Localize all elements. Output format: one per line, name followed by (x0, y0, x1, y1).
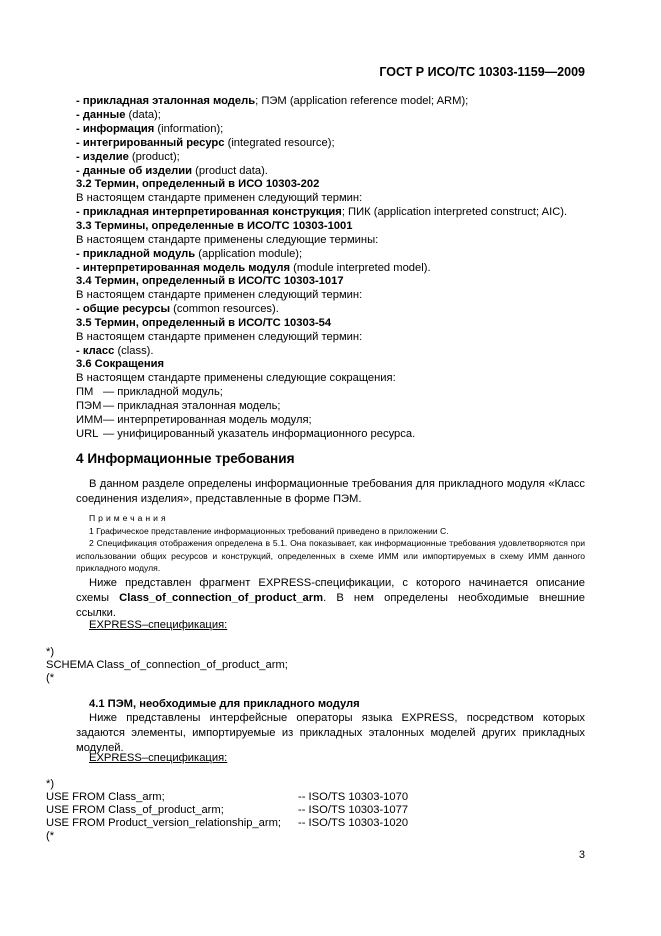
notes-title: Примечания (89, 513, 169, 523)
section-3-2-title: 3.2 Термин, определенный в ИСО 10303-202 (76, 178, 320, 190)
list-item: - интегрированный ресурс (integrated resource); (76, 137, 335, 149)
list-item: - прикладной модуль (application module); (76, 248, 303, 260)
express-code-line: *) (46, 778, 55, 790)
section-3-5-intro: В настоящем стандарте применен следующий термин: (76, 331, 363, 343)
section-3-4-title: 3.4 Термин, определенный в ИСО/ТС 10303-1017 (76, 275, 344, 287)
section-3-3-intro: В настоящем стандарте применены следующие термины: (76, 234, 379, 246)
list-item: - интерпретированная модель модуля (module interpreted model). (76, 262, 431, 274)
section-4-title: 4 Информационные требования (76, 451, 295, 466)
list-item: - прикладная эталонная модель; ПЭМ (application reference model; ARM); (76, 95, 469, 107)
notes-block (76, 512, 585, 575)
abbreviation-row: ПЭМ — прикладная эталонная модель; (76, 400, 281, 412)
express-use-line: USE FROM Class_arm; -- ISO/TS 10303-1070 (46, 791, 409, 803)
list-item: - класс (class). (76, 345, 154, 357)
list-item: - прикладная интерпретированная конструкция; ПИК (application interpreted construct; AIC). (76, 206, 568, 218)
express-code-line: *) (46, 646, 55, 658)
express-spec-label: EXPRESS–спецификация: (89, 752, 228, 764)
section-3-3-title: 3.3 Термины, определенные в ИСО/ТС 10303-1001 (76, 220, 353, 232)
express-code-line: SCHEMA Class_of_connection_of_product_arm; (46, 659, 288, 671)
express-spec-label: EXPRESS–спецификация: (89, 619, 228, 631)
section-3-6-title: 3.6 Сокращения (76, 358, 165, 370)
note-2: 2 Спецификация отображения определена в 5.1. Она показывает, как информационные требования удовлетворяются при использовании общих ресурсов и конструкций, определенных в схеме ИММ или импортируемых в схему ИММ данного прикладного модуля. (76, 538, 585, 573)
abbreviation-row: ПМ — прикладной модуль; (76, 386, 223, 398)
section-3-2-intro: В настоящем стандарте применен следующий термин: (76, 192, 363, 204)
express-code-line: (* (46, 672, 55, 684)
section-3-4-intro: В настоящем стандарте применен следующий термин: (76, 289, 363, 301)
list-item: - общие ресурсы (common resources). (76, 303, 279, 315)
list-item: - данные (data); (76, 109, 161, 121)
list-item: - изделие (product); (76, 151, 180, 163)
list-item: - информация (information); (76, 123, 224, 135)
express-use-line: USE FROM Product_version_relationship_arm; -- ISO/TS 10303-1020 (46, 817, 409, 829)
section-4-1-paragraph: Ниже представлены интерфейсные операторы языка EXPRESS, посредством которых задаются элементы, импортируемые из прикладных эталонных моделей других прикладных модулей. (76, 712, 585, 754)
page-number: 3 (578, 849, 585, 861)
document-id-header: ГОСТ Р ИСО/ТС 10303-1159—2009 (379, 65, 585, 79)
section-3-5-title: 3.5 Термин, определенный в ИСО/ТС 10303-54 (76, 317, 332, 329)
section-4-paragraph: В данном разделе определены информационные требования для прикладного модуля «Класс соединения изделия», представленные в форме ПЭМ. (76, 478, 585, 505)
list-item: - данные об изделии (product data). (76, 165, 268, 177)
abbreviation-row: URL — унифицированный указатель информационного ресурса. (76, 428, 416, 440)
express-intro-paragraph: Ниже представлен фрагмент EXPRESS-спецификации, с которого начинается описание схемы Class_of_connection_of_product_arm. В нем определены необходимые внешние ссылки. (76, 577, 585, 619)
express-code-line: (* (46, 830, 55, 842)
abbreviation-row: ИММ— интерпретированная модель модуля; (76, 414, 312, 426)
express-use-line: USE FROM Class_of_product_arm; -- ISO/TS 10303-1077 (46, 804, 409, 816)
section-3-6-intro: В настоящем стандарте применены следующие сокращения: (76, 372, 396, 384)
section-4-1-title: 4.1 ПЭМ, необходимые для прикладного модуля (89, 698, 360, 710)
note-1: 1 Графическое представление информационных требований приведено в приложении С. (89, 525, 449, 536)
